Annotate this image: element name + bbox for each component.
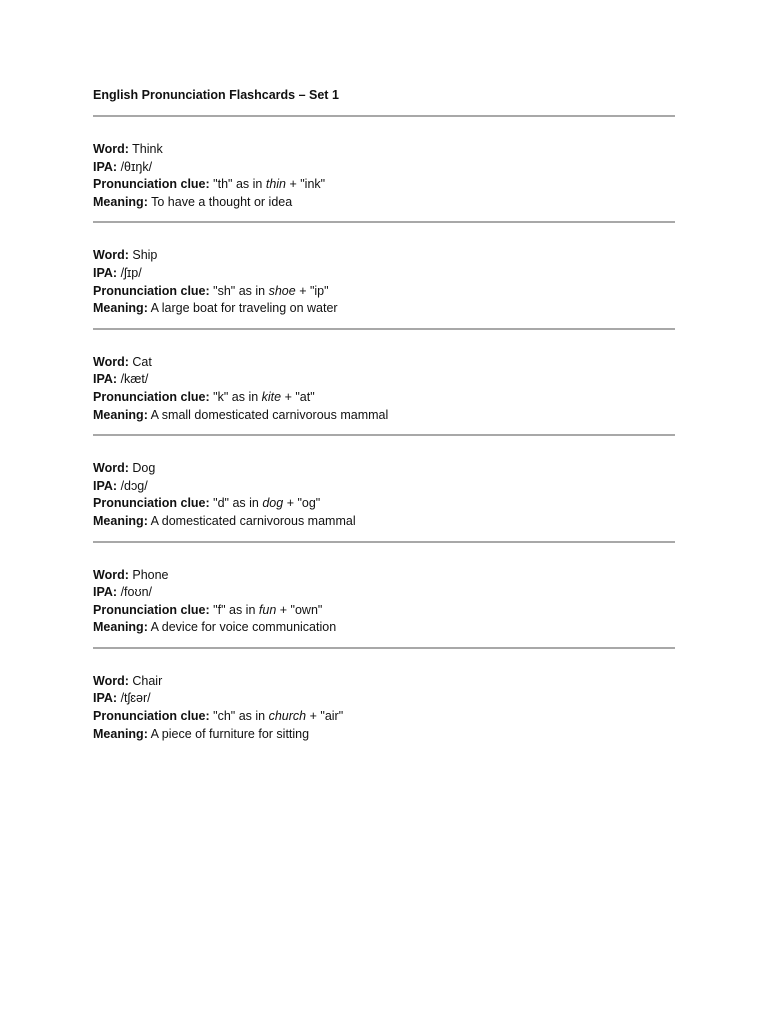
clue-part2: "ink" — [300, 177, 326, 192]
clue-plus: + — [281, 389, 296, 404]
clue-part2: "air" — [320, 709, 344, 724]
clue-plus: + — [286, 177, 301, 192]
document-title: English Pronunciation Flashcards – Set 1 — [93, 88, 339, 102]
word-line — [93, 247, 675, 265]
meaning-label: Meaning: — [93, 407, 148, 422]
clue-plus: + — [283, 496, 298, 511]
ipa-label: IPA: — [93, 691, 118, 706]
word-label: Word: — [93, 248, 129, 263]
word-line — [93, 460, 675, 478]
clue-line — [93, 602, 675, 620]
word-label: Word: — [93, 567, 129, 582]
ipa-value: /ʃɪp/ — [120, 265, 142, 280]
clue-part2: "own" — [290, 602, 323, 617]
ipa-line — [93, 478, 675, 496]
ipa-value: /kæt/ — [120, 372, 149, 387]
clue-as-in: as in — [235, 283, 269, 298]
clue-plus: + — [276, 602, 291, 617]
meaning-line — [93, 513, 675, 531]
meaning-label: Meaning: — [93, 513, 148, 528]
clue-part2: "og" — [297, 496, 321, 511]
clue-line — [93, 495, 675, 513]
clue-example: thin — [265, 177, 286, 192]
clue-label: Pronunciation clue: — [93, 389, 210, 404]
clue-label: Pronunciation clue: — [93, 283, 210, 298]
meaning-value: A piece of furniture for sitting — [150, 726, 310, 741]
ipa-line — [93, 584, 675, 602]
meaning-value: A device for voice communication — [150, 620, 337, 635]
meaning-line — [93, 726, 675, 744]
clue-label: Pronunciation clue: — [93, 709, 210, 724]
clue-part1: "k" — [213, 389, 229, 404]
meaning-line — [93, 300, 675, 318]
meaning-value: A small domesticated carnivorous mammal — [150, 407, 389, 422]
clue-example: dog — [262, 496, 284, 511]
flashcard-cat — [93, 330, 675, 434]
ipa-line — [93, 690, 675, 708]
word-label: Word: — [93, 673, 129, 688]
clue-example: shoe — [268, 283, 296, 298]
document-page — [93, 86, 675, 753]
word-label: Word: — [93, 142, 129, 156]
ipa-line — [93, 265, 675, 283]
clue-example: church — [268, 709, 307, 724]
word-value: Chair — [132, 673, 163, 688]
clue-as-in: as in — [235, 709, 269, 724]
clue-as-in: as in — [228, 389, 262, 404]
clue-line — [93, 389, 675, 407]
meaning-value: A large boat for traveling on water — [150, 301, 338, 316]
word-line — [93, 673, 675, 691]
ipa-value: /θɪŋk/ — [120, 159, 153, 174]
meaning-label: Meaning: — [93, 726, 148, 741]
clue-part1: "f" — [213, 602, 226, 617]
flashcard-ship — [93, 223, 675, 327]
ipa-label: IPA: — [93, 478, 118, 493]
word-value: Dog — [132, 461, 156, 476]
clue-part2: "ip" — [309, 283, 329, 298]
clue-part1: "d" — [213, 496, 229, 511]
clue-label: Pronunciation clue: — [93, 496, 210, 511]
ipa-label: IPA: — [93, 159, 118, 174]
meaning-line — [93, 619, 675, 637]
flashcard-think — [93, 117, 675, 221]
meaning-label: Meaning: — [93, 194, 148, 209]
clue-example: kite — [261, 389, 282, 404]
clue-as-in: as in — [232, 177, 266, 192]
word-value: Think — [132, 142, 163, 156]
clue-label: Pronunciation clue: — [93, 177, 210, 192]
clue-example: fun — [258, 602, 277, 617]
clue-line — [93, 708, 675, 726]
word-line — [93, 567, 675, 585]
ipa-label: IPA: — [93, 585, 118, 600]
meaning-value: A domesticated carnivorous mammal — [150, 513, 356, 528]
word-label: Word: — [93, 461, 129, 476]
word-value: Cat — [132, 354, 152, 369]
meaning-line — [93, 407, 675, 425]
flashcard-phone — [93, 543, 675, 647]
ipa-value: /foʊn/ — [120, 585, 152, 600]
word-line — [93, 141, 675, 159]
clue-label: Pronunciation clue: — [93, 602, 210, 617]
clue-line — [93, 176, 675, 194]
ipa-label: IPA: — [93, 265, 118, 280]
ipa-line — [93, 159, 675, 177]
meaning-label: Meaning: — [93, 301, 148, 316]
flashcard-dog — [93, 436, 675, 540]
clue-line — [93, 283, 675, 301]
word-value: Phone — [132, 567, 169, 582]
clue-as-in: as in — [225, 602, 259, 617]
clue-plus: + — [295, 283, 310, 298]
clue-part1: "sh" — [213, 283, 236, 298]
ipa-value: /dɔg/ — [120, 478, 148, 493]
meaning-line — [93, 194, 675, 212]
ipa-line — [93, 371, 675, 389]
meaning-label: Meaning: — [93, 620, 148, 635]
clue-part1: "ch" — [213, 709, 236, 724]
ipa-value: /tʃɛər/ — [120, 691, 151, 706]
ipa-label: IPA: — [93, 372, 118, 387]
word-value: Ship — [132, 248, 158, 263]
clue-part1: "th" — [213, 177, 233, 192]
word-label: Word: — [93, 354, 129, 369]
clue-part2: "at" — [295, 389, 315, 404]
flashcard-chair — [93, 649, 675, 753]
meaning-value: To have a thought or idea — [151, 194, 293, 209]
clue-as-in: as in — [229, 496, 263, 511]
clue-plus: + — [306, 709, 321, 724]
word-line — [93, 354, 675, 372]
